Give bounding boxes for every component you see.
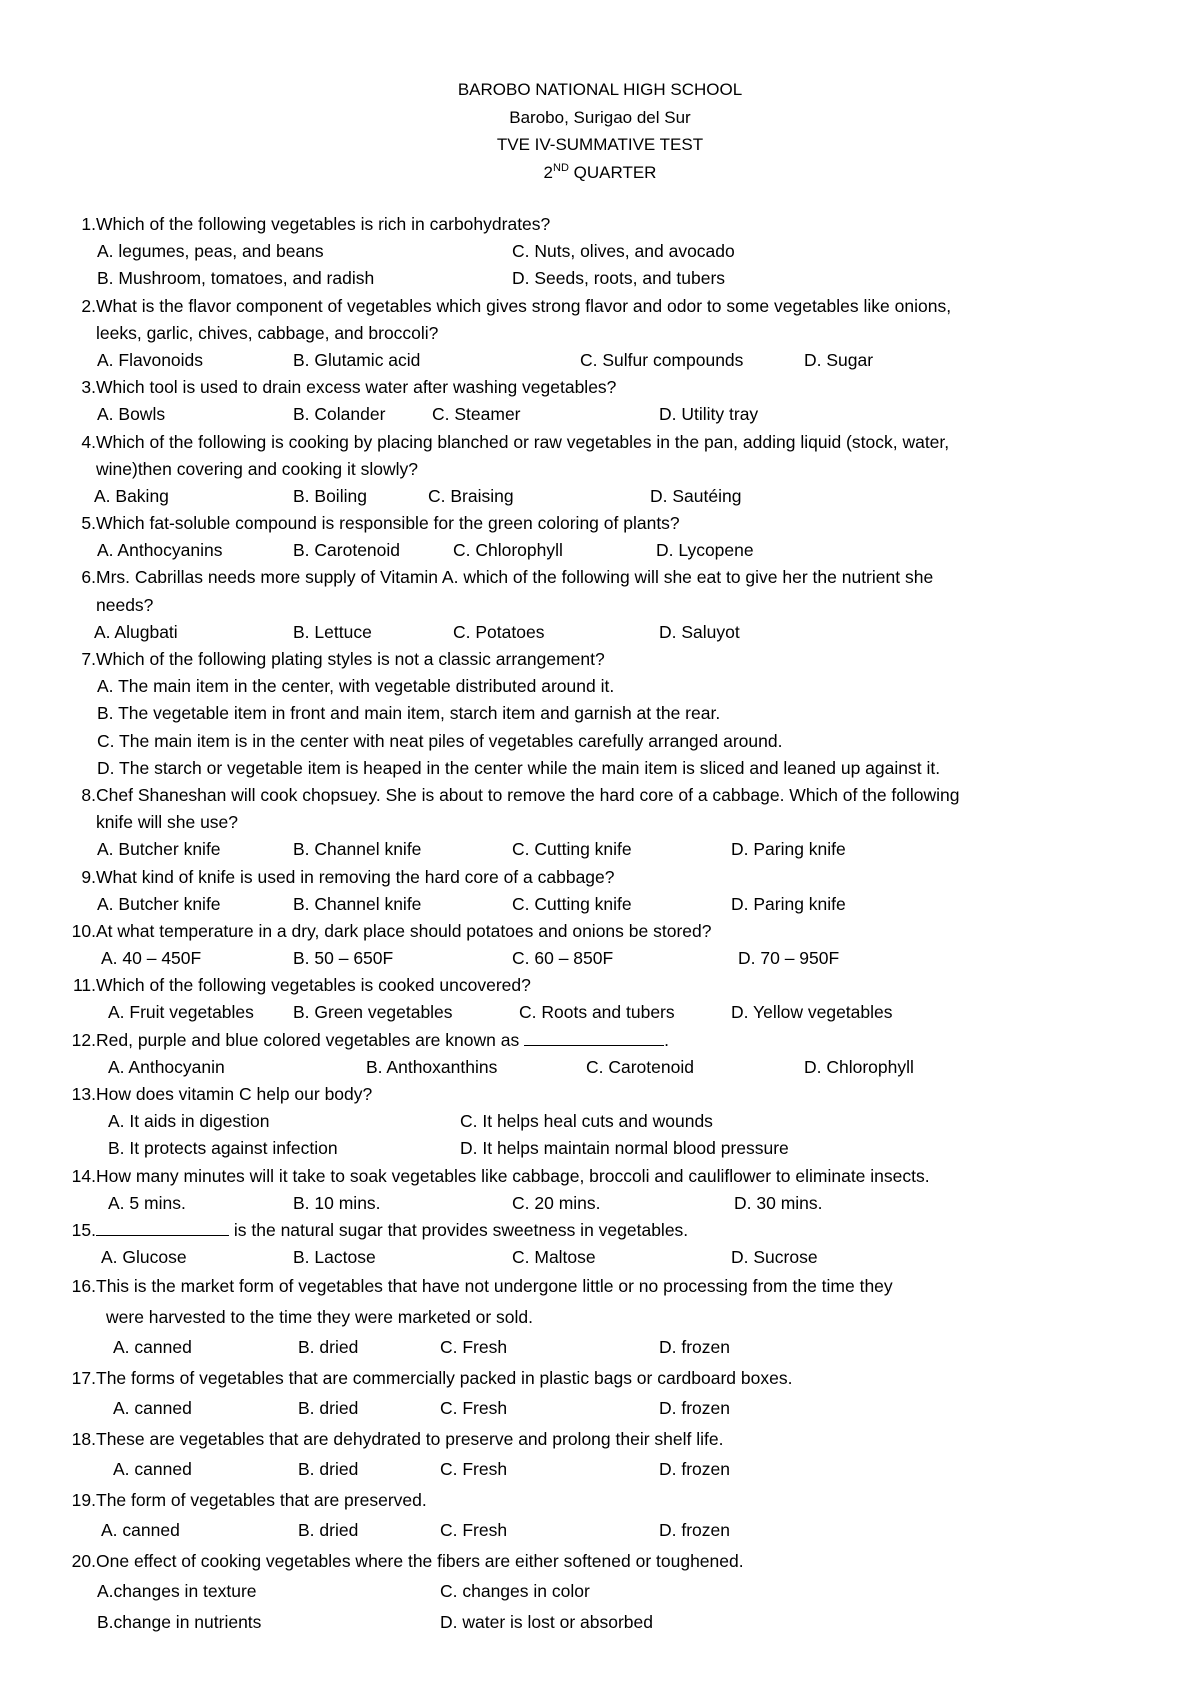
question-number: 2. — [81, 295, 96, 316]
question-text: Red, purple and blue colored vegetables are known as — [96, 1029, 520, 1050]
question-text-cont: were harvested to the time they were marketed or sold. — [106, 1306, 534, 1327]
option-d: D. frozen — [659, 1459, 730, 1480]
question-text: Mrs. Cabrillas needs more supply of Vitamin A. which of the following will she eat to give her the nutrient she — [96, 567, 934, 588]
option-d: D. 30 mins. — [734, 1192, 823, 1213]
option-a: A. canned — [113, 1398, 192, 1419]
answer-blank — [96, 1218, 229, 1236]
option-c: C. Maltose — [512, 1247, 596, 1268]
question-3 — [0, 374, 1200, 401]
option-c: C. 60 – 850F — [512, 948, 614, 969]
question-16 — [0, 1271, 1200, 1302]
options-row — [0, 483, 1200, 510]
question-10 — [0, 918, 1200, 945]
option-a: A. It aids in digestion — [108, 1111, 270, 1132]
question-number: 4. — [81, 431, 96, 452]
option-d: D. Sugar — [804, 349, 874, 370]
option-c: C. Roots and tubers — [519, 1002, 675, 1023]
question-14 — [0, 1163, 1200, 1190]
question-number: 11. — [72, 975, 96, 996]
question-text: The forms of vegetables that are commercially packed in plastic bags or cardboard boxes. — [96, 1367, 793, 1388]
question-text-wrap — [96, 1217, 688, 1244]
option-c: C. Cutting knife — [512, 893, 632, 914]
question-number: 16. — [71, 1276, 96, 1297]
option-c: C. Carotenoid — [586, 1056, 694, 1077]
option-b: B. Channel knife — [293, 893, 422, 914]
option-b: B. dried — [298, 1459, 359, 1480]
question-text: Which of the following is cooking by placing blanched or raw vegetables in the pan, adding liquid (stock, water, — [96, 431, 950, 452]
question-text: One effect of cooking vegetables where the fibers are either softened or toughened. — [96, 1550, 744, 1571]
option-a: A. canned — [101, 1520, 180, 1541]
question-text: Which fat-soluble compound is responsible for the green coloring of plants? — [96, 513, 680, 534]
option-d: D. Yellow vegetables — [731, 1002, 893, 1023]
option-a: A. Anthocyanin — [108, 1056, 225, 1077]
options-row — [0, 347, 1200, 374]
question-text: These are vegetables that are dehydrated to preserve and prolong their shelf life. — [96, 1428, 724, 1449]
option-d: D. Paring knife — [731, 839, 846, 860]
option-a: A. 5 mins. — [108, 1192, 186, 1213]
option-a: A. Glucose — [101, 1247, 187, 1268]
option-c: C. Cutting knife — [512, 839, 632, 860]
quarter-number: 2 — [543, 162, 554, 182]
question-text-end: . — [664, 1029, 669, 1050]
options-row — [0, 891, 1200, 918]
option-b: B. The vegetable item in front and main item, starch item and garnish at the rear. — [97, 703, 721, 724]
quarter-word: QUARTER — [573, 162, 657, 182]
option-b: B. Anthoxanthins — [366, 1056, 498, 1077]
option-c: C. Steamer — [432, 404, 521, 425]
option-d: D. The starch or vegetable item is heaped in the center while the main item is sliced and leaned up against it. — [97, 757, 941, 778]
school-name: BAROBO NATIONAL HIGH SCHOOL — [457, 80, 743, 99]
question-text: Chef Shaneshan will cook chopsuey. She is about to remove the hard core of a cabbage. Which of the following — [96, 784, 960, 805]
option-d: D. Seeds, roots, and tubers — [512, 268, 726, 289]
options-row — [0, 1454, 1200, 1485]
question-text: At what temperature in a dry, dark place should potatoes and onions be stored? — [96, 920, 712, 941]
question-12 — [0, 1027, 1200, 1054]
question-number: 1. — [81, 214, 96, 234]
option-d: D. Sucrose — [731, 1247, 818, 1268]
question-continuation — [0, 456, 1200, 483]
option-b: B. Carotenoid — [293, 540, 401, 561]
options-row — [0, 265, 1200, 292]
question-text: The form of vegetables that are preserved. — [96, 1489, 427, 1510]
option-a: A. canned — [113, 1337, 192, 1358]
option-b: B. Green vegetables — [293, 1002, 453, 1023]
question-2 — [0, 293, 1200, 320]
question-11 — [0, 972, 1200, 999]
question-number: 8. — [81, 784, 96, 805]
options-row — [0, 1607, 1200, 1638]
question-text: How does vitamin C help our body? — [96, 1084, 373, 1104]
option-c: C. Braising — [428, 485, 514, 506]
question-text: What kind of knife is used in removing the hard core of a cabbage? — [96, 866, 615, 887]
question-number: 20. — [71, 1550, 96, 1571]
options-row — [0, 836, 1200, 863]
option-c: C. changes in color — [440, 1581, 590, 1602]
option-b: B. Lettuce — [293, 621, 372, 642]
answer-blank — [524, 1028, 664, 1046]
question-1 — [0, 211, 1200, 238]
question-13 — [0, 1081, 1200, 1108]
question-number: 10. — [71, 920, 96, 941]
question-number: 13. — [71, 1084, 96, 1104]
option-c: C. The main item is in the center with neat piles of vegetables carefully arranged around. — [97, 730, 783, 751]
option-d: D. Sautéing — [650, 485, 742, 506]
options-row — [0, 1190, 1200, 1217]
question-number: 17. — [71, 1367, 96, 1388]
options-row — [0, 755, 1200, 782]
option-a: A. Butcher knife — [97, 839, 221, 860]
options-row — [0, 728, 1200, 755]
options-row — [0, 1135, 1200, 1162]
question-continuation — [0, 809, 1200, 836]
question-5 — [0, 510, 1200, 537]
option-c: C. Fresh — [440, 1337, 508, 1358]
option-b: B. Colander — [293, 404, 386, 425]
question-6 — [0, 564, 1200, 591]
option-a: A. Butcher knife — [97, 893, 221, 914]
option-a: A. The main item in the center, with vegetable distributed around it. — [97, 676, 615, 697]
option-b: B. It protects against infection — [108, 1138, 338, 1159]
question-9 — [0, 864, 1200, 891]
options-row — [0, 537, 1200, 564]
question-19 — [0, 1485, 1200, 1516]
question-text-wrap — [96, 1027, 669, 1054]
options-row — [0, 1108, 1200, 1135]
option-d: D. water is lost or absorbed — [440, 1611, 654, 1632]
option-b: B. Glutamic acid — [293, 349, 421, 370]
option-c: C. It helps heal cuts and wounds — [460, 1111, 713, 1132]
option-a: A. Baking — [94, 485, 169, 506]
option-b: B.change in nutrients — [97, 1611, 262, 1632]
option-d: D. Utility tray — [659, 404, 759, 425]
question-text-cont: leeks, garlic, chives, cabbage, and broccoli? — [96, 322, 439, 343]
question-4 — [0, 429, 1200, 456]
option-d: D. 70 – 950F — [738, 948, 840, 969]
options-row — [0, 1054, 1200, 1081]
option-c: C. 20 mins. — [512, 1192, 601, 1213]
options-row — [0, 1393, 1200, 1424]
question-8 — [0, 782, 1200, 809]
question-continuation — [0, 1302, 1200, 1333]
question-continuation — [0, 320, 1200, 347]
question-text-cont: knife will she use? — [96, 812, 239, 833]
option-a: A. Anthocyanins — [97, 540, 223, 561]
option-d: D. Saluyot — [659, 621, 740, 642]
question-17 — [0, 1363, 1200, 1394]
option-c: C. Chlorophyll — [453, 540, 563, 561]
option-c: C. Nuts, olives, and avocado — [512, 241, 735, 262]
option-b: B. dried — [298, 1520, 359, 1541]
options-row — [0, 401, 1200, 428]
question-15 — [0, 1217, 1200, 1244]
options-row — [0, 1515, 1200, 1546]
question-number: 3. — [81, 377, 96, 398]
option-a: A. canned — [113, 1459, 192, 1480]
question-number: 7. — [81, 649, 96, 669]
quarter-label — [0, 159, 1200, 187]
option-a: A. Flavonoids — [97, 349, 204, 370]
document-header — [0, 76, 1200, 186]
test-title: TVE IV-SUMMATIVE TEST — [496, 135, 704, 154]
option-d: D. frozen — [659, 1398, 730, 1419]
question-number: 14. — [71, 1165, 96, 1186]
question-text: Which of the following plating styles is not a classic arrangement? — [96, 649, 605, 669]
quarter-suffix: ND — [553, 161, 569, 174]
option-a: A. Alugbati — [94, 621, 178, 642]
question-20 — [0, 1546, 1200, 1577]
question-text-cont: wine)then covering and cooking it slowly? — [96, 458, 418, 479]
option-a: A. Fruit vegetables — [108, 1002, 254, 1023]
question-text: is the natural sugar that provides sweetness in vegetables. — [233, 1219, 689, 1240]
question-7 — [0, 646, 1200, 673]
option-b: B. 50 – 650F — [293, 948, 394, 969]
option-d: D. frozen — [659, 1337, 730, 1358]
option-b: B. Boiling — [293, 485, 367, 506]
option-c: C. Potatoes — [453, 621, 545, 642]
options-row — [0, 673, 1200, 700]
options-row — [0, 945, 1200, 972]
options-row — [0, 238, 1200, 265]
option-c: C. Fresh — [440, 1459, 508, 1480]
option-b: B. dried — [298, 1337, 359, 1358]
option-d: D. Chlorophyll — [804, 1056, 914, 1077]
option-b: B. 10 mins. — [293, 1192, 381, 1213]
options-row — [0, 1332, 1200, 1363]
option-a: A.changes in texture — [97, 1581, 257, 1602]
question-list — [0, 211, 1200, 1637]
option-d: D. frozen — [659, 1520, 730, 1541]
option-b: B. Lactose — [293, 1247, 376, 1268]
option-c: C. Fresh — [440, 1520, 508, 1541]
question-text: How many minutes will it take to soak vegetables like cabbage, broccoli and cauliflower to eliminate insects. — [96, 1165, 930, 1186]
question-number: 12. — [71, 1029, 96, 1050]
question-text: Which tool is used to drain excess water after washing vegetables? — [96, 377, 617, 398]
options-row — [0, 700, 1200, 727]
option-b: B. dried — [298, 1398, 359, 1419]
option-a: A. legumes, peas, and beans — [97, 241, 324, 262]
question-continuation — [0, 592, 1200, 619]
option-d: D. Paring knife — [731, 893, 846, 914]
question-text: What is the flavor component of vegetables which gives strong flavor and odor to some vegetables like onions, — [96, 295, 952, 316]
option-b: B. Channel knife — [293, 839, 422, 860]
option-a: A. Bowls — [97, 404, 166, 425]
option-c: C. Fresh — [440, 1398, 508, 1419]
question-number: 15. — [71, 1219, 96, 1240]
question-18 — [0, 1424, 1200, 1455]
option-c: C. Sulfur compounds — [580, 349, 744, 370]
options-row — [0, 619, 1200, 646]
options-row — [0, 1576, 1200, 1607]
options-row — [0, 1244, 1200, 1271]
question-text: This is the market form of vegetables that have not undergone little or no processing from the time they — [96, 1276, 893, 1297]
question-number: 6. — [81, 567, 96, 588]
option-a: A. 40 – 450F — [101, 948, 202, 969]
option-d: D. It helps maintain normal blood pressure — [460, 1138, 789, 1159]
question-text-cont: needs? — [96, 594, 154, 615]
options-row — [0, 999, 1200, 1026]
question-number: 18. — [71, 1428, 96, 1449]
school-location: Barobo, Surigao del Sur — [509, 107, 691, 127]
question-number: 5. — [81, 513, 96, 534]
question-number: 9. — [81, 866, 96, 887]
question-number: 19. — [71, 1489, 96, 1510]
question-text: Which of the following vegetables is cooked uncovered? — [96, 975, 531, 996]
option-d: D. Lycopene — [656, 540, 754, 561]
option-b: B. Mushroom, tomatoes, and radish — [97, 268, 375, 289]
question-text: Which of the following vegetables is rich in carbohydrates? — [96, 214, 551, 234]
